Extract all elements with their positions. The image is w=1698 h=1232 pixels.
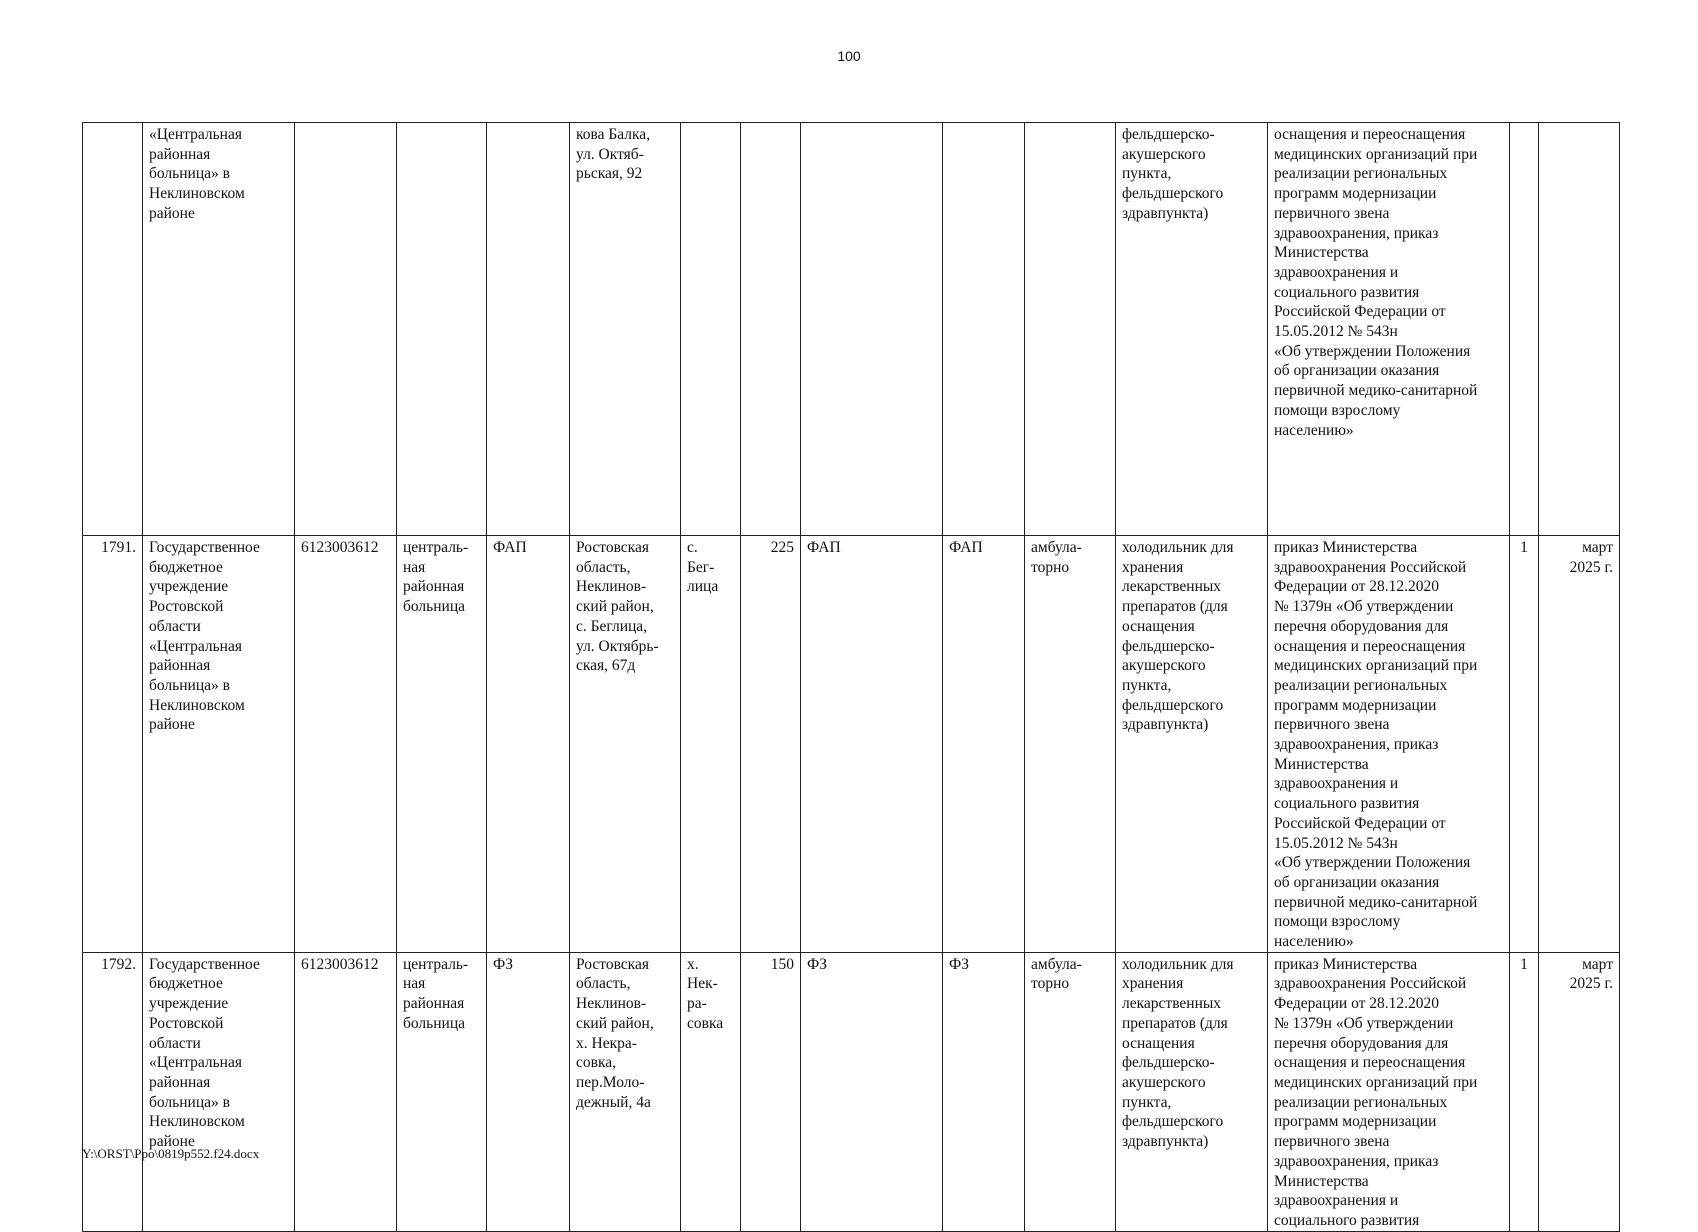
row-number: 1791. [83,536,143,953]
equipment-name: холодильник для хранения лекарственных препаратов (для оснащения фельдшерско- акушерского пункта, фельдшерского здравпункта) [1116,536,1268,953]
page-number: 100 [837,48,861,64]
organization-type [397,123,487,536]
population: 225 [741,536,801,953]
settlement [681,123,741,536]
organization-type: централь- ная районная больница [397,952,487,1231]
equipment-name: холодильник для хранения лекарственных препаратов (для оснащения фельдшерско- акушерского пункта, фельдшерского здравпункта) [1116,952,1268,1231]
equipment-table [82,122,1620,1232]
population [741,123,801,536]
legal-basis: приказ Министерства здравоохранения Российской Федерации от 28.12.2020 № 1379н «Об утверждении перечня оборудования для оснащения и переоснащения медицинских организаций при реализации региональных программ модернизации первичного звена здравоохранения, приказ Министерства здравоохранения и социального развития [1268,952,1510,1231]
inn: 6123003612 [295,536,397,953]
organization-name: Государственное бюджетное учреждение Ростовской области «Центральная районная больница» в Неклиновском районе [143,536,295,953]
structural-unit: ФАП [487,536,570,953]
legal-basis: оснащения и переоснащения медицинских организаций при реализации региональных программ модернизации первичного звена здравоохранения, приказ Министерства здравоохранения и социального развития Российской Федерации от 15.05.2012 № 543н «Об утверждении Положения об организации оказания первичной медико-санитарной помощи взрослому населению» [1268,123,1510,536]
quantity: 1 [1510,536,1539,953]
organization-type: централь- ная районная больница [397,536,487,953]
table-row [83,952,1620,1231]
facility-type: ФЗ [801,952,943,1231]
care-mode: амбула- торно [1025,536,1116,953]
row-number [83,123,143,536]
deadline [1539,123,1620,536]
facility-kind [943,123,1025,536]
address: кова Балка, ул. Октяб- рьская, 92 [570,123,681,536]
settlement: с. Бег- лица [681,536,741,953]
facility-type [801,123,943,536]
settlement: х. Нек- ра- совка [681,952,741,1231]
care-mode [1025,123,1116,536]
quantity: 1 [1510,952,1539,1231]
deadline: март 2025 г. [1539,536,1620,953]
structural-unit: ФЗ [487,952,570,1231]
facility-kind: ФЗ [943,952,1025,1231]
address: Ростовская область, Неклинов- ский район, с. Беглица, ул. Октябрь- ская, 67д [570,536,681,953]
quantity [1510,123,1539,536]
row-number: 1792. [83,952,143,1231]
inn [295,123,397,536]
inn: 6123003612 [295,952,397,1231]
address: Ростовская область, Неклинов- ский район, х. Некра- совка, пер.Моло- дежный, 4а [570,952,681,1231]
structural-unit [487,123,570,536]
table-row [83,536,1620,953]
facility-kind: ФАП [943,536,1025,953]
organization-name: Государственное бюджетное учреждение Ростовской области «Центральная районная больница» в Неклиновском районе [143,952,295,1231]
care-mode: амбула- торно [1025,952,1116,1231]
deadline: март 2025 г. [1539,952,1620,1231]
population: 150 [741,952,801,1231]
organization-name: «Центральная районная больница» в Неклиновском районе [143,123,295,536]
facility-type: ФАП [801,536,943,953]
legal-basis: приказ Министерства здравоохранения Российской Федерации от 28.12.2020 № 1379н «Об утверждении перечня оборудования для оснащения и переоснащения медицинских организаций при реализации региональных программ модернизации первичного звена здравоохранения, приказ Министерства здравоохранения и социального развития Российской Федерации от 15.05.2012 № 543н «Об утверждении Положения об организации оказания первичной медико-санитарной помощи взрослому населению» [1268,536,1510,953]
file-path-footer: Y:\ORST\Ppo\0819p552.f24.docx [82,1146,260,1161]
table-row [83,123,1620,536]
equipment-name: фельдшерско- акушерского пункта, фельдшерского здравпункта) [1116,123,1268,536]
